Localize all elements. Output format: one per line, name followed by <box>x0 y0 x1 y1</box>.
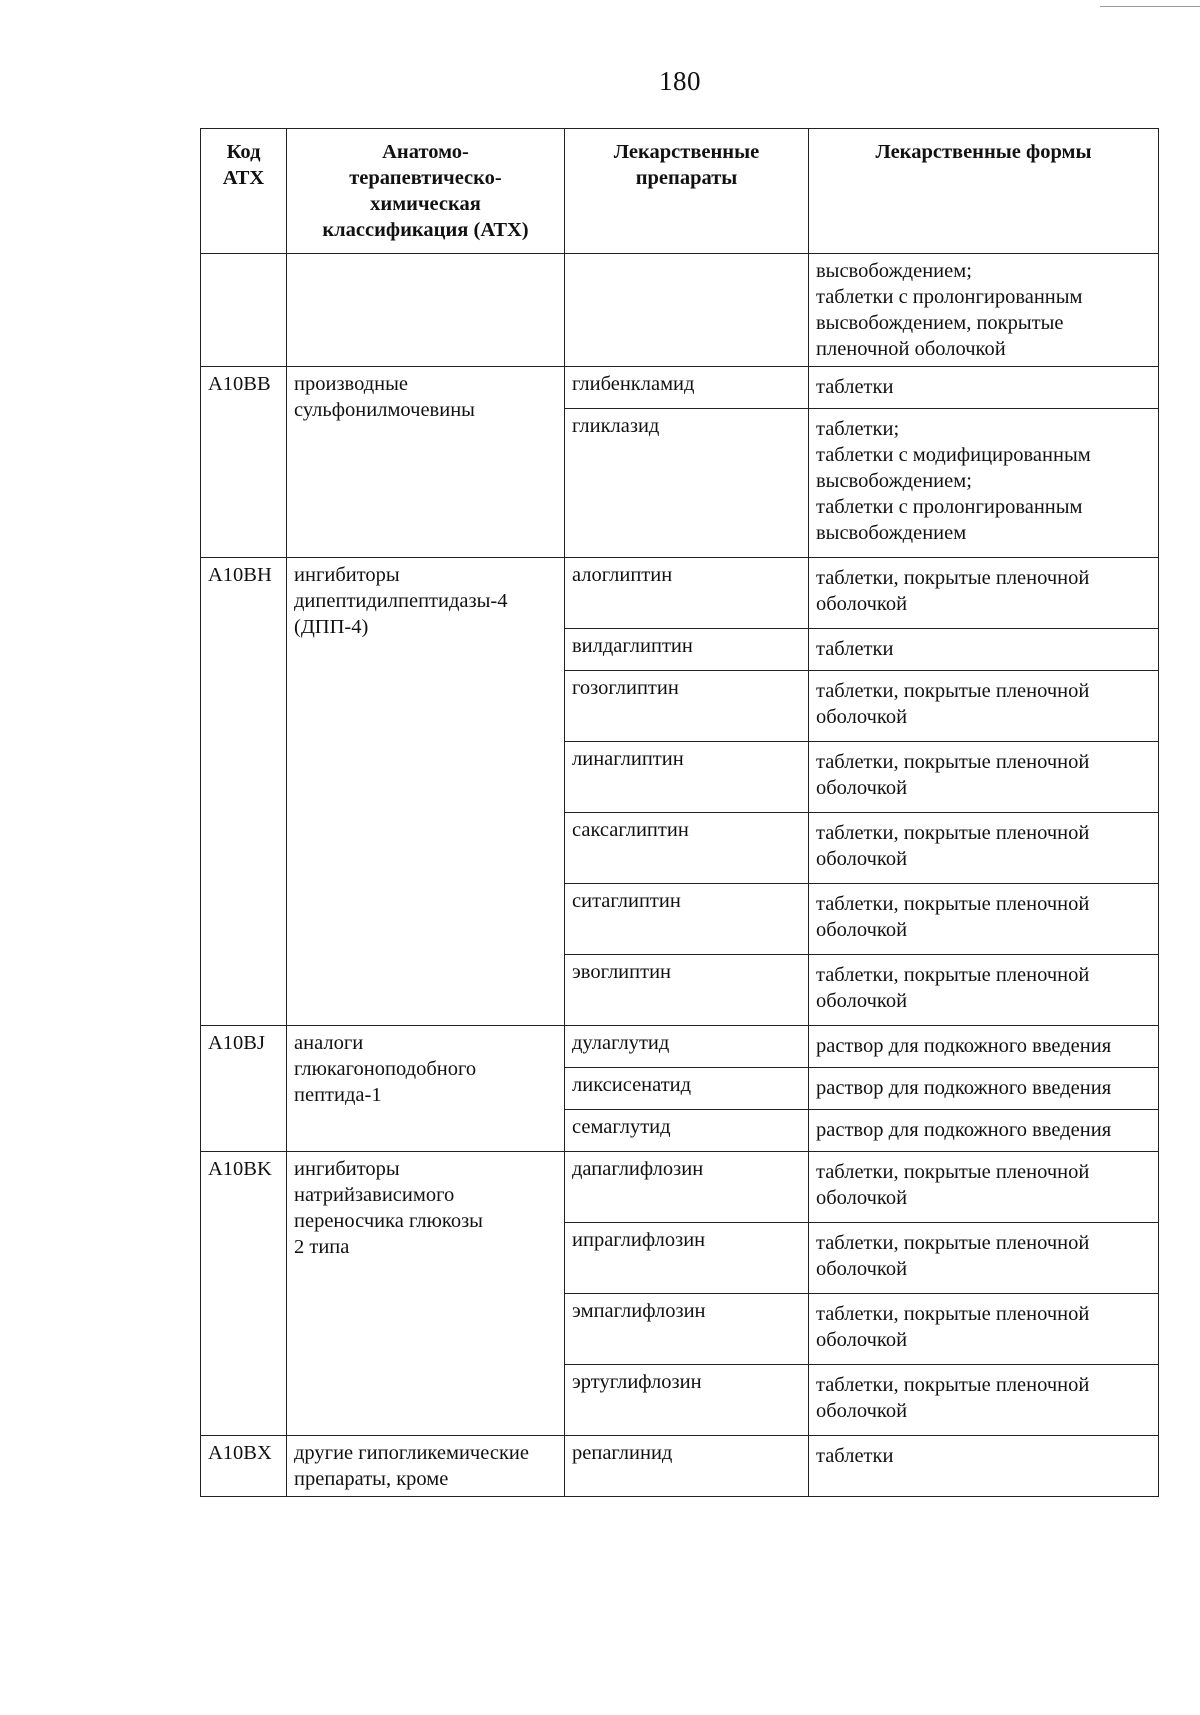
drug-name-cell: репаглинид <box>565 1436 809 1497</box>
drug-name-cell: вилдаглиптин <box>565 629 809 671</box>
drug-name-cell: эртуглифлозин <box>565 1365 809 1436</box>
drug-name-cell: ситаглиптин <box>565 884 809 955</box>
atx-code-cell: A10BJ <box>201 1026 287 1152</box>
drug-cell <box>565 254 809 367</box>
dosage-forms-cell: таблетки <box>809 1436 1159 1497</box>
atx-code-cell: A10BB <box>201 367 287 558</box>
dosage-forms-cell: таблетки, покрытые пленочной оболочкой <box>809 671 1159 742</box>
atx-code-cell: A10BK <box>201 1152 287 1436</box>
dosage-forms-cell: таблетки, покрытые пленочной оболочкой <box>809 1152 1159 1223</box>
drug-name-cell: ипраглифлозин <box>565 1223 809 1294</box>
dosage-forms-cell: таблетки, покрытые пленочной оболочкой <box>809 742 1159 813</box>
table-row <box>201 558 1159 629</box>
dosage-forms-cell: раствор для подкожного введения <box>809 1068 1159 1110</box>
dosage-forms-cell: раствор для подкожного введения <box>809 1026 1159 1068</box>
dosage-forms-cell: таблетки, покрытые пленочной оболочкой <box>809 1365 1159 1436</box>
table-row <box>201 367 1159 409</box>
dosage-forms-cell: раствор для подкожного введения <box>809 1110 1159 1152</box>
header-drugs: Лекарственные препараты <box>565 129 809 254</box>
table-row-continuation <box>201 254 1159 367</box>
drug-name-cell: гозоглиптин <box>565 671 809 742</box>
atx-code-cell: A10BX <box>201 1436 287 1497</box>
forms-cell: высвобождением; таблетки с пролонгированным высвобождением, покрытые пленочной оболочкой <box>809 254 1159 367</box>
table-body <box>201 254 1159 1497</box>
drug-name-cell: дапаглифлозин <box>565 1152 809 1223</box>
header-code: Код АТХ <box>201 129 287 254</box>
atx-classification-cell: другие гипогликемические препараты, кроме <box>287 1436 565 1497</box>
dosage-forms-cell: таблетки; таблетки с модифицированным высвобождением; таблетки с пролонгированным высвобождением <box>809 409 1159 558</box>
drug-name-cell: линаглиптин <box>565 742 809 813</box>
header-classification: Анатомо- терапевтическо- химическая классификация (АТХ) <box>287 129 565 254</box>
classification-cell <box>287 254 565 367</box>
dosage-forms-cell: таблетки, покрытые пленочной оболочкой <box>809 955 1159 1026</box>
atx-classification-cell: ингибиторы дипептидилпептидазы-4 (ДПП-4) <box>287 558 565 1026</box>
atx-table <box>200 128 1159 1497</box>
atx-classification-cell: аналоги глюкагоноподобного пептида-1 <box>287 1026 565 1152</box>
dosage-forms-cell: таблетки, покрытые пленочной оболочкой <box>809 884 1159 955</box>
drug-name-cell: гликлазид <box>565 409 809 558</box>
drug-name-cell: эмпаглифлозин <box>565 1294 809 1365</box>
drug-name-cell: семаглутид <box>565 1110 809 1152</box>
drug-name-cell: саксаглиптин <box>565 813 809 884</box>
dosage-forms-cell: таблетки, покрытые пленочной оболочкой <box>809 1223 1159 1294</box>
page-number: 180 <box>659 66 701 96</box>
drug-name-cell: глибенкламид <box>565 367 809 409</box>
drug-name-cell: алоглиптин <box>565 558 809 629</box>
table-row <box>201 1152 1159 1223</box>
atx-classification-cell: производные сульфонилмочевины <box>287 367 565 558</box>
top-edge-line <box>1100 6 1200 7</box>
code-cell <box>201 254 287 367</box>
drug-name-cell: эвоглиптин <box>565 955 809 1026</box>
drug-name-cell: дулаглутид <box>565 1026 809 1068</box>
atx-code-cell: A10BH <box>201 558 287 1026</box>
table-row <box>201 1436 1159 1497</box>
drug-name-cell: ликсисенатид <box>565 1068 809 1110</box>
table-header-row <box>201 129 1159 254</box>
dosage-forms-cell: таблетки <box>809 367 1159 409</box>
dosage-forms-cell: таблетки, покрытые пленочной оболочкой <box>809 558 1159 629</box>
dosage-forms-cell: таблетки, покрытые пленочной оболочкой <box>809 1294 1159 1365</box>
table-row <box>201 1026 1159 1068</box>
dosage-forms-cell: таблетки <box>809 629 1159 671</box>
atx-classification-cell: ингибиторы натрийзависимого переносчика глюкозы 2 типа <box>287 1152 565 1436</box>
header-forms: Лекарственные формы <box>809 129 1159 254</box>
dosage-forms-cell: таблетки, покрытые пленочной оболочкой <box>809 813 1159 884</box>
